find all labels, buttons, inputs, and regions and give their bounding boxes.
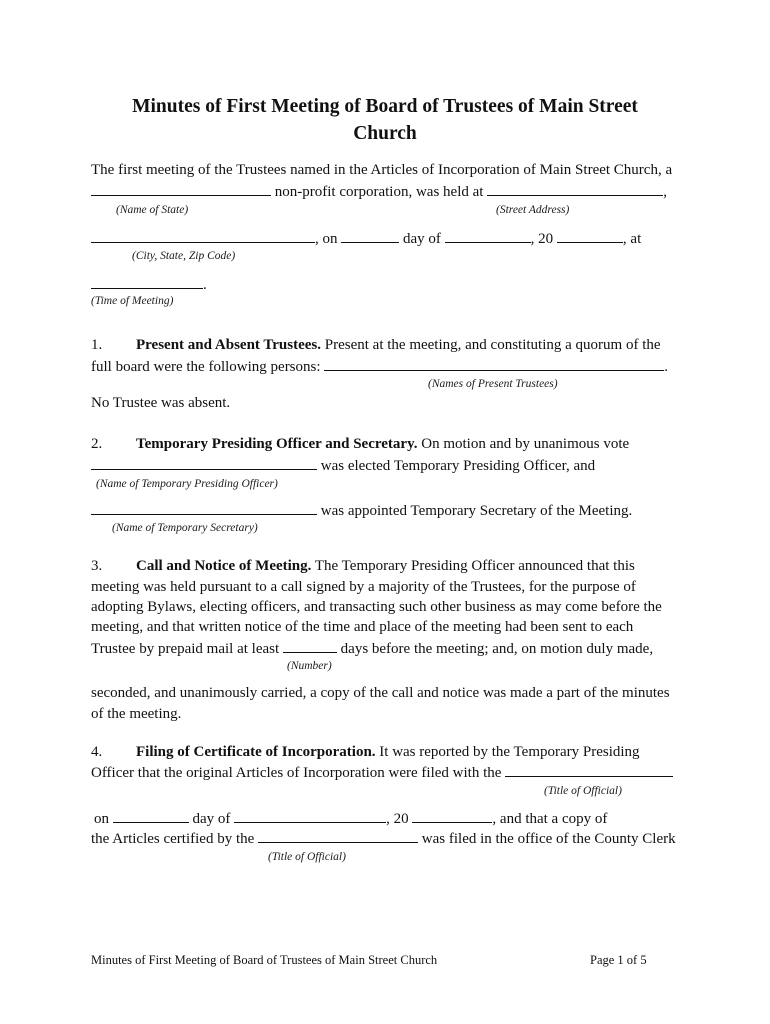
section-2-line3: was appointed Temporary Secretary of the Meeting. (91, 501, 632, 520)
street-address-label: (Street Address) (496, 204, 570, 216)
state-blank[interactable] (91, 182, 271, 196)
filing-month-blank[interactable] (234, 809, 386, 823)
intro-line4: . (91, 275, 207, 294)
intro-line3: , on day of , 20 , at (91, 229, 641, 248)
section-3-line6: seconded, and unanimously carried, a copy of the call and notice was made a part of the minutes (91, 685, 670, 701)
time-of-meeting-blank[interactable] (91, 275, 203, 289)
section-2-heading: Temporary Presiding Officer and Secretary. (136, 436, 418, 452)
section-3-line1: Call and Notice of Meeting. The Temporary Presiding Officer announced that this (136, 558, 635, 574)
section-3-line4: meeting, and that written notice of the time and place of the meeting had been sent to each (91, 619, 634, 635)
section-1-line1: Present and Absent Trustees. Present at the meeting, and constituting a quorum of the (136, 337, 661, 353)
filing-official-blank[interactable] (505, 763, 673, 777)
city-state-zip-label: (City, State, Zip Code) (132, 250, 236, 262)
filing-year-blank[interactable] (412, 809, 492, 823)
number-label: (Number) (287, 660, 332, 672)
absent-statement: No Trustee was absent. (91, 395, 231, 411)
section-4-line1: Filing of Certificate of Incorporation. It was reported by the Temporary Presiding (136, 744, 640, 760)
section-2-line2: was elected Temporary Presiding Officer, and (91, 456, 595, 475)
name-of-state-label: (Name of State) (116, 204, 189, 216)
title-of-official-label-1: (Title of Official) (544, 785, 622, 797)
time-of-meeting-label: (Time of Meeting) (91, 295, 174, 307)
temporary-secretary-blank[interactable] (91, 501, 317, 515)
filing-day-blank[interactable] (113, 809, 189, 823)
presiding-officer-label: (Name of Temporary Presiding Officer) (96, 478, 278, 490)
intro-line1: The first meeting of the Trustees named in the Articles of Incorporation of Main Street Church, a (91, 162, 673, 178)
present-trustees-blank[interactable] (324, 357, 664, 371)
meeting-month-blank[interactable] (445, 229, 531, 243)
intro-line2: non-profit corporation, was held at , (91, 182, 667, 201)
page-number: Page 1 of 5 (590, 953, 647, 967)
footer-title: Minutes of First Meeting of Board of Trustees of Main Street Church (91, 953, 438, 967)
notice-days-blank[interactable] (283, 639, 337, 653)
section-3-number: 3. (91, 558, 103, 574)
title-of-official-label-2: (Title of Official) (268, 851, 346, 863)
certifying-official-blank[interactable] (258, 829, 418, 843)
section-3-line3: adopting Bylaws, electing officers, and transacting such other business as may come before the (91, 599, 662, 615)
section-1-number: 1. (91, 337, 103, 353)
section-1-heading: Present and Absent Trustees. (136, 337, 322, 353)
section-4-heading: Filing of Certificate of Incorporation. (136, 744, 376, 760)
section-4-line2: Officer that the original Articles of Incorporation were filed with the (91, 763, 673, 782)
meeting-day-blank[interactable] (341, 229, 399, 243)
section-4-line4: the Articles certified by the was filed in the office of the County Clerk (91, 831, 676, 847)
present-trustees-label: (Names of Present Trustees) (428, 378, 558, 390)
street-address-blank[interactable] (487, 182, 663, 196)
page-title-line2: Church (353, 123, 417, 144)
temporary-secretary-label: (Name of Temporary Secretary) (112, 522, 258, 534)
section-3-line7: of the meeting. (91, 706, 182, 722)
section-1-line2: full board were the following persons: . (91, 359, 669, 375)
section-3-heading: Call and Notice of Meeting. (136, 558, 312, 574)
city-state-zip-blank[interactable] (91, 229, 315, 243)
section-2-number: 2. (91, 436, 103, 452)
section-2-line1: Temporary Presiding Officer and Secretary. On motion and by unanimous vote (136, 436, 630, 452)
section-4-line3: on day of , 20 , and that a copy of (94, 811, 608, 827)
presiding-officer-blank[interactable] (91, 456, 317, 470)
section-3-line5: Trustee by prepaid mail at least days before the meeting; and, on motion duly made, (91, 641, 654, 657)
section-3-line2: meeting was held pursuant to a call signed by a majority of the Trustees, for the purpose of (91, 579, 636, 595)
section-4-number: 4. (91, 744, 103, 760)
page-title: Minutes of First Meeting of Board of Trustees of Main Street (132, 96, 638, 117)
meeting-year-blank[interactable] (557, 229, 623, 243)
